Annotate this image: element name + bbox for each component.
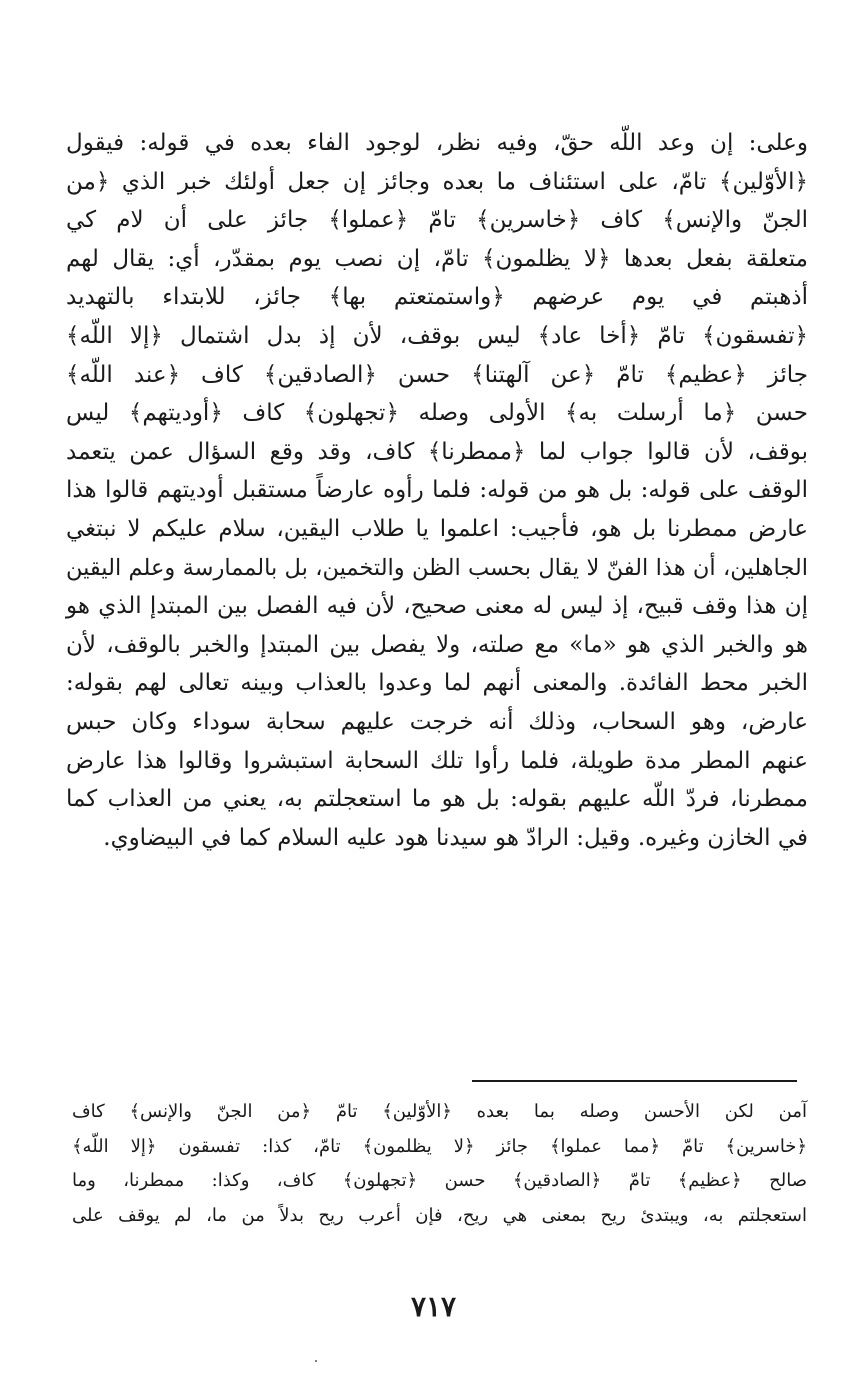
- text-line: الجنّ والإنس﴾ كاف ﴿خاسرين﴾ تامّ ﴿عملوا﴾ جائز على أن لام كي: [66, 207, 808, 234]
- text-line: الوقف على قوله: بل هو من قوله: فلما رأوه عارضاً مستقبل أوديتهم قالوا هذا: [66, 477, 808, 504]
- footnotes: [72, 1095, 807, 1233]
- footnote-line: آمن لكن الأحسن وصله بما بعده ﴿الأوّلين﴾ تامّ ﴿من الجنّ والإنس﴾ كاف: [72, 1101, 807, 1122]
- text-line: بوقف، لأن قالوا جواب لما ﴿ممطرنا﴾ كاف، وقد وقع السؤال عمن يتعمد: [66, 438, 809, 465]
- text-line: متعلقة بفعل بعدها ﴿لا يظلمون﴾ تامّ، إن نصب يوم بمقدّر، أي: يقال لهم: [66, 245, 808, 272]
- text-line: ﴿تفسقون﴾ تامّ ﴿أخا عاد﴾ ليس بوقف، لأن إذ بدل اشتمال ﴿إلا اللّه﴾: [66, 322, 808, 349]
- print-speck: [315, 1360, 317, 1362]
- footnote-line: صالح ﴿عظيم﴾ تامّ ﴿الصادقين﴾ حسن ﴿تجهلون﴾ كاف، وكذا: ممطرنا، وما: [72, 1170, 807, 1191]
- text-line: حسن ﴿ما أرسلت به﴾ الأولى وصله ﴿تجهلون﴾ كاف ﴿أوديتهم﴾ ليس: [66, 400, 808, 427]
- page-number: ٧١٧: [410, 1290, 457, 1323]
- footnote-line: استعجلتم به، ويبتدئ ريح بمعنى هي ريح، فإن أعرب ريح بدلاً من ما، لم يوقف على: [72, 1204, 807, 1226]
- text-line: وعلى: إن وعد اللّه حقّ، وفيه نظر، لوجود الفاء بعده في قوله: فيقول: [66, 130, 808, 156]
- text-line: في الخازن وغيره. وقيل: الرادّ هو سيدنا هود عليه السلام كما في البيضاوي.: [103, 824, 808, 851]
- footnote-line: ﴿خاسرين﴾ تامّ ﴿مما عملوا﴾ جائز ﴿لا يظلمون﴾ تامّ، كذا: تفسقون ﴿إلا اللّه﴾: [72, 1135, 807, 1157]
- text-line: أذهبتم في يوم عرضهم ﴿واستمتعتم بها﴾ جائز، للابتداء بالتهديد: [66, 284, 808, 311]
- text-line: الخبر محط الفائدة. والمعنى أنهم لما وعدوا بالعذاب وبينه تعالى لهم بقوله:: [66, 670, 808, 697]
- text-line: الجاهلين، أن هذا الفنّ لا يقال بحسب الظن والتخمين، بل بالممارسة وعلم اليقين: [66, 554, 808, 581]
- text-line: عنهم المطر مدة طويلة، فلما رأوا تلك السحابة استبشروا وقالوا هذا عارض: [66, 747, 808, 774]
- footnote-separator: [472, 1080, 797, 1082]
- text-line: عارض ممطرنا بل هو، فأجيب: اعلموا يا طلاب اليقين، سلام عليكم لا نبتغي: [66, 515, 808, 542]
- text-line: عارض، وهو السحاب، وذلك أنه خرجت عليهم سحابة سوداء وكان حبس: [66, 708, 808, 735]
- text-line: هو والخبر الذي هو «ما» مع صلته، ولا يفصل بين المبتدإ والخبر بالوقف، لأن: [66, 631, 808, 658]
- main-text: [66, 124, 808, 857]
- text-line: ﴿الأوّلين﴾ تامّ، على استئناف ما بعده وجائز إن جعل أولئك خبر الذي ﴿من: [66, 168, 808, 195]
- text-line: إن هذا وقف قبيح، إذ ليس له معنى صحيح، لأن فيه الفصل بين المبتدإ الذي هو: [66, 593, 808, 620]
- text-line: جائز ﴿عظيم﴾ تامّ ﴿عن آلهتنا﴾ حسن ﴿الصادقين﴾ كاف ﴿عند اللّه﴾: [66, 361, 808, 388]
- text-line: ممطرنا، فردّ اللّه عليهم بقوله: بل هو ما استعجلتم به، يعني من العذاب كما: [66, 786, 808, 813]
